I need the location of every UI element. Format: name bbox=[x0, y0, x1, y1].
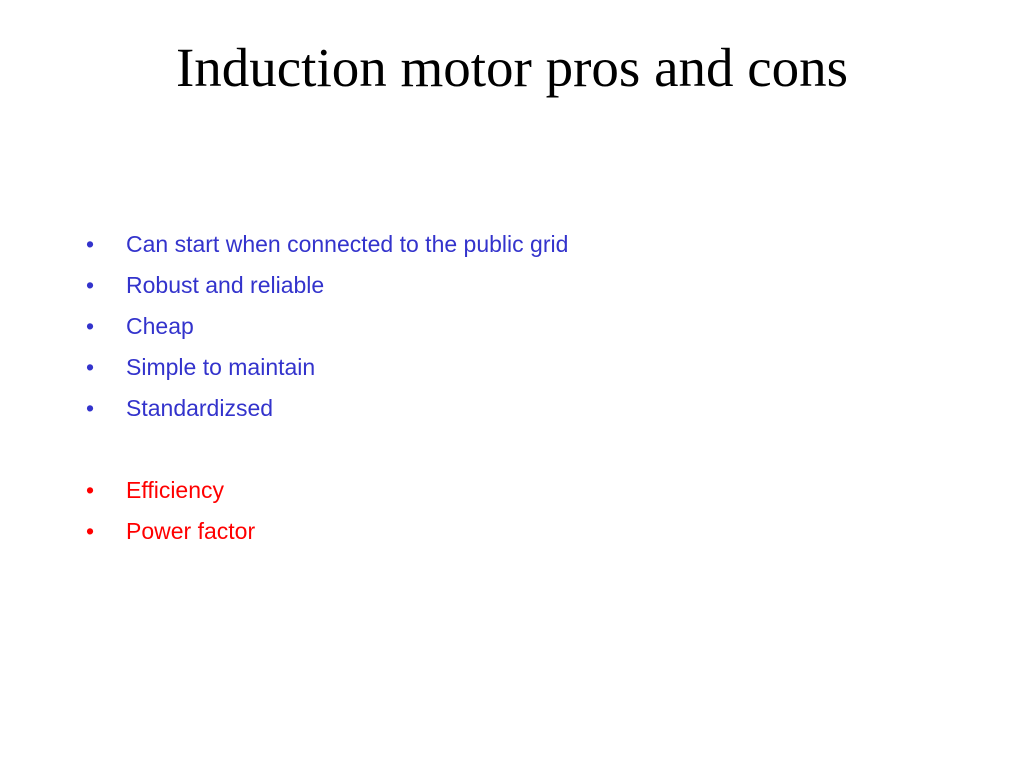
pros-item-label: Simple to maintain bbox=[126, 354, 316, 380]
cons-item bbox=[86, 511, 255, 552]
cons-item bbox=[86, 470, 255, 511]
cons-list bbox=[86, 470, 255, 552]
bullet-icon: • bbox=[86, 477, 95, 503]
pros-item-label: Standardizsed bbox=[126, 395, 274, 421]
bullet-icon: • bbox=[86, 395, 95, 421]
bullet-icon: • bbox=[86, 313, 95, 339]
pros-item bbox=[86, 306, 568, 347]
pros-item bbox=[86, 265, 568, 306]
pros-item-label: Can start when connected to the public grid bbox=[126, 231, 569, 257]
bullet-icon: • bbox=[86, 354, 95, 380]
pros-item bbox=[86, 224, 568, 265]
slide-title: Induction motor pros and cons bbox=[175, 37, 849, 98]
bullet-icon: • bbox=[86, 231, 95, 257]
cons-item-label: Power factor bbox=[126, 518, 256, 544]
bullet-icon: • bbox=[86, 272, 95, 298]
pros-list bbox=[86, 224, 568, 429]
pros-item-label: Robust and reliable bbox=[126, 272, 325, 298]
pros-item bbox=[86, 347, 568, 388]
cons-item-label: Efficiency bbox=[126, 477, 225, 503]
pros-item bbox=[86, 388, 568, 429]
bullet-icon: • bbox=[86, 518, 95, 544]
pros-item-label: Cheap bbox=[126, 313, 194, 339]
